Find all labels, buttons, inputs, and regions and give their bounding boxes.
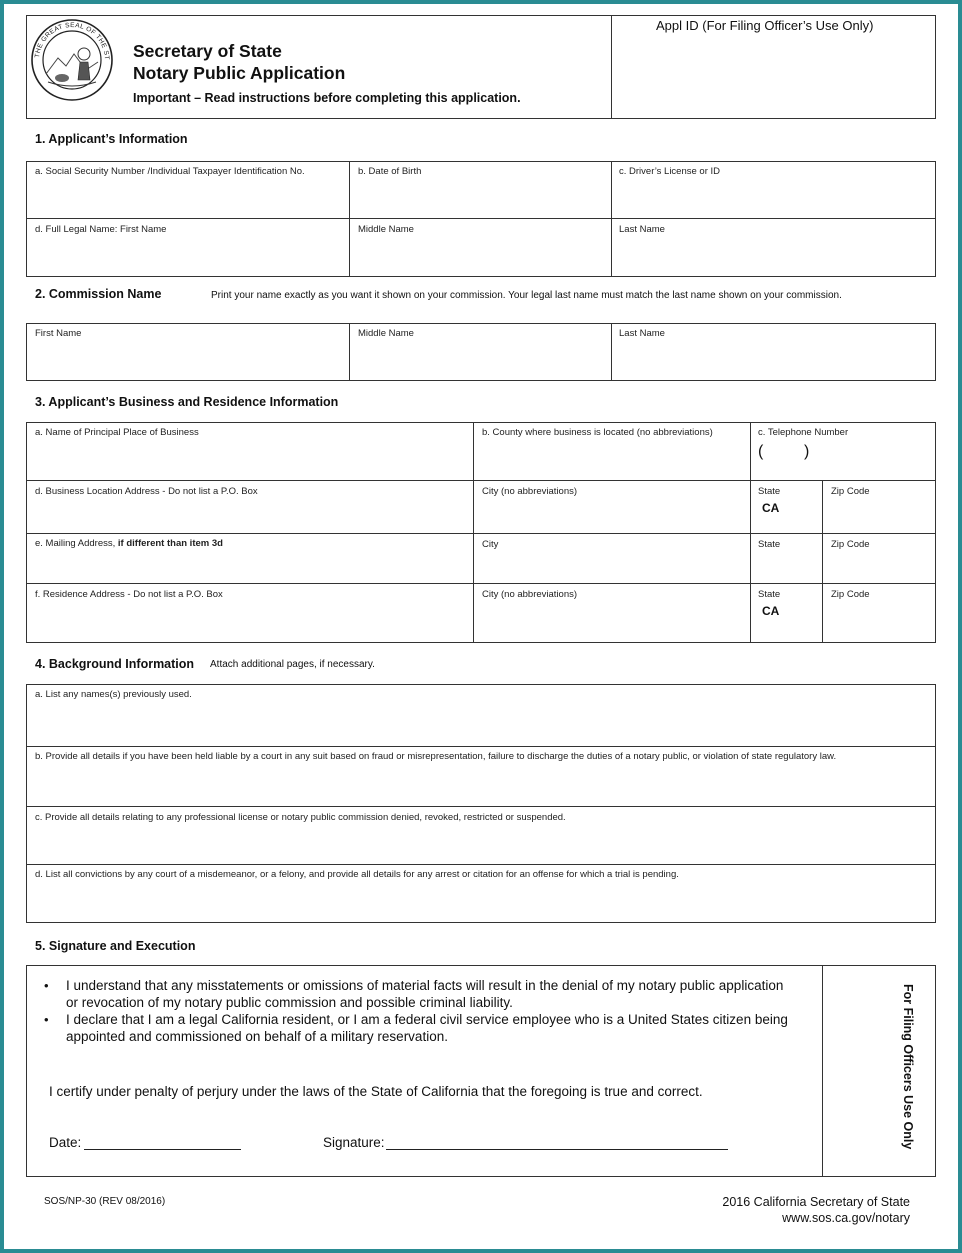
header-divider xyxy=(611,15,612,119)
website-link[interactable]: www.sos.ca.gov/notary xyxy=(782,1211,910,1225)
residence-address-label: f. Residence Address - Do not list a P.O. Box xyxy=(35,589,223,600)
background-note: Attach additional pages, if necessary. xyxy=(210,659,375,670)
section-5-title: 5. Signature and Execution xyxy=(35,939,196,953)
commission-instructions: Print your name exactly as you want it shown on your commission. Your legal last name must match the last name shown on your commission. xyxy=(211,290,842,301)
date-label: Date: xyxy=(49,1135,82,1150)
telephone-label: c. Telephone Number xyxy=(758,427,849,438)
form-page xyxy=(4,4,958,1249)
section-4-title: 4. Background Information xyxy=(35,657,195,671)
business-address-label: d. Business Location Address - Do not list a P.O. Box xyxy=(35,486,258,497)
title-line-2: Notary Public Application xyxy=(133,63,346,83)
mailing-city-field[interactable] xyxy=(474,534,750,583)
business-zip-label: Zip Code xyxy=(831,486,870,497)
legal-first-name-label: d. Full Legal Name: First Name xyxy=(35,224,167,235)
business-state-label: State xyxy=(758,486,781,497)
form-id: SOS/NP-30 (REV 08/2016) xyxy=(44,1196,166,1207)
business-city-label: City (no abbreviations) xyxy=(482,486,578,497)
section-1-title: 1. Applicant’s Information xyxy=(35,132,188,146)
signature-field[interactable] xyxy=(386,1132,728,1150)
section-3-title: 3. Applicant’s Business and Residence Information xyxy=(35,395,339,409)
legal-middle-name-label: Middle Name xyxy=(358,224,414,235)
date-field[interactable] xyxy=(84,1132,241,1150)
perjury-certification: I certify under penalty of perjury under the laws of the State of California that the foregoing is true and correct. xyxy=(49,1084,703,1099)
court-liability-label: b. Provide all details if you have been held liable by a court in any suit based on fraud or misrepresentation, failure to discharge the duties of a notary public, or violation of state regulatory law. xyxy=(35,751,837,762)
mailing-label-prefix: e. Mailing Address, xyxy=(35,538,118,549)
signature-label: Signature: xyxy=(323,1135,385,1150)
dob-label: b. Date of Birth xyxy=(358,166,422,177)
copyright-text: 2016 California Secretary of State xyxy=(722,1195,910,1209)
license-denied-label: c. Provide all details relating to any professional license or notary public commission denied, revoked, restricted or suspended. xyxy=(35,812,566,823)
filing-officer-label: For Filing Officers Use Only xyxy=(901,984,915,1150)
statement-misstatements: I understand that any misstatements or omissions of material facts will result in the denial of my notary public application or revocation of my notary public commission and possible criminal liability. xyxy=(66,978,784,1010)
commission-last-name-label: Last Name xyxy=(619,328,665,339)
filing-officer-area xyxy=(823,966,935,1176)
business-name-label: a. Name of Principal Place of Business xyxy=(35,427,199,438)
section-2-title: 2. Commission Name xyxy=(35,287,162,301)
bullet-icon: • xyxy=(44,978,49,993)
residence-zip-label: Zip Code xyxy=(831,589,870,600)
mailing-address-label xyxy=(35,538,223,549)
mailing-label-bold: if different than item 3d xyxy=(117,538,223,549)
title-line-1: Secretary of State xyxy=(133,41,282,61)
commission-first-name-label: First Name xyxy=(35,328,82,339)
important-note: Important – Read instructions before completing this application. xyxy=(133,91,521,105)
business-state-value: CA xyxy=(762,501,780,515)
residence-state-label: State xyxy=(758,589,781,600)
residence-city-label: City (no abbreviations) xyxy=(482,589,578,600)
ssn-label: a. Social Security Number /Individual Taxpayer Identification No. xyxy=(35,166,305,177)
mailing-zip-label: Zip Code xyxy=(831,539,870,550)
statement-residency: I declare that I am a legal California resident, or I am a federal civil service employee who is a United States citizen being appointed and commissioned on behalf of a military reservation. xyxy=(66,1012,788,1044)
mailing-city-label: City xyxy=(482,539,499,550)
appl-id-label: Appl ID (For Filing Officer’s Use Only) xyxy=(656,18,874,33)
convictions-label: d. List all convictions by any court of a misdemeanor, or a felony, and provide all details for any arrest or citation for an offense for which a trial is pending. xyxy=(35,869,679,880)
area-code-close-paren: ) xyxy=(804,443,810,460)
commission-middle-name-label: Middle Name xyxy=(358,328,414,339)
footer-info xyxy=(722,1194,910,1226)
form-title xyxy=(133,40,345,84)
bullet-icon: • xyxy=(44,1012,49,1027)
area-code-open-paren: ( xyxy=(758,443,764,460)
mailing-state-label: State xyxy=(758,539,781,550)
business-county-label: b. County where business is located (no abbreviations) xyxy=(482,427,713,438)
residence-state-value: CA xyxy=(762,604,780,618)
appl-id-field[interactable] xyxy=(616,38,932,114)
previous-names-label: a. List any names(s) previously used. xyxy=(35,689,192,700)
drivers-license-label: c. Driver’s License or ID xyxy=(619,166,721,177)
california-seal-icon xyxy=(30,18,114,102)
svg-text:THE GREAT SEAL OF THE STATE OF: THE GREAT SEAL OF THE ST xyxy=(34,21,111,60)
legal-last-name-label: Last Name xyxy=(619,224,665,235)
